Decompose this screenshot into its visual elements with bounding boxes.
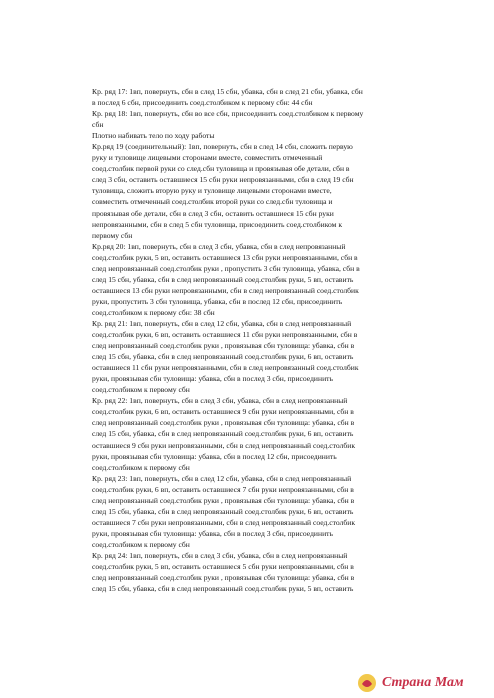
text-line: след 15 сбн, убавка, сбн в след непровязанный соед.столбик руки, 6 вп, оставить <box>92 429 354 439</box>
text-line: соед.столбик руки, 5 вп, оставить оставшиеся 5 сбн руки непровязанными, сбн в <box>92 562 354 572</box>
logo-mark-icon <box>356 672 378 694</box>
text-line: руки, пропустить 3 сбн туловища, убавка, сбн в послед 12 сбн, присоединить <box>92 296 343 306</box>
text-line: соед.столбиком к первому сбн <box>92 462 190 472</box>
text-line: совместить отмеченный соед.столбик второй руки со след.сбн туловища и <box>92 197 333 207</box>
text-line: след 15 сбн, убавка, сбн в след непровязанный соед.столбик руки, 5 вп, оставить <box>92 274 354 284</box>
text-line: оставшиеся 13 сбн руки непровязанными, сбн в след непровязанный соед.столбик <box>92 285 359 295</box>
text-line: соед.столбиком к первому сбн: 38 сбн <box>92 307 215 317</box>
text-line: руку и туловище лицевыми сторонами вместе, совместить отмеченный <box>92 153 323 163</box>
text-line: соед.столбик руки, 5 вп, оставить оставшиеся 13 сбн руки непровязанными, сбн в <box>92 252 358 262</box>
text-line: след 15 сбн, убавка, сбн в след непровязанный соед.столбик руки, 6 вп, оставить <box>92 352 354 362</box>
logo-text: Страна Мам <box>382 675 464 690</box>
text-line: оставшиеся 9 сбн руки непровязанными, сбн в след непровязанный соед.столбик <box>92 440 356 450</box>
text-line: след 3 сбн, оставить оставшиеся 15 сбн руки непровязанными, сбн в след 19 сбн <box>92 175 354 185</box>
text-line: след непровязанный соед.столбик руки , провязывая сбн туловища: убавка, сбн в <box>92 341 355 351</box>
text-line: провязывая обе детали, сбн в след 3 сбн, оставить оставшиеся 15 сбн руки <box>92 208 334 218</box>
text-line: соед.столбик руки, 6 вп, оставить оставшиеся 7 сбн руки непровязанными, сбн в <box>92 484 354 494</box>
text-line: Кр. ряд 21: 1вп, повернуть, сбн в след 12 сбн, убавка, сбн в след непровязанный <box>92 318 352 328</box>
site-logo <box>356 672 464 694</box>
document-text <box>92 86 404 594</box>
text-line: Плотно набивать тело по ходу работы <box>92 131 215 141</box>
text-line: след непровязанный соед.столбик руки , пропустить 3 сбн туловища, убавка, сбн в <box>92 263 360 273</box>
text-line: руки, провязывая сбн туловища: убавка, сбн в послед 3 сбн, присоединить <box>92 528 333 538</box>
text-line: след непровязанный соед.столбик руки , провязывая сбн туловища: убавка, сбн в <box>92 573 355 583</box>
text-line: оставшиеся 11 сбн руки непровязанными, сбн в след непровязанный соед.столбик <box>92 363 359 373</box>
text-line: непровязанными, сбн в след 5 сбн туловища, присоединить соед.столбиком к <box>92 219 343 229</box>
text-line: руки, провязывая сбн туловища: убавка, сбн в послед 3 сбн, присоединить <box>92 374 333 384</box>
text-line: соед.столбик руки, 6 вп, оставить оставшиеся 11 сбн руки непровязанными, сбн в <box>92 330 358 340</box>
text-line: первому сбн <box>92 230 133 240</box>
text-line: оставшиеся 7 сбн руки непровязанными, сбн в след непровязанный соед.столбик <box>92 517 356 527</box>
text-line: руки, провязывая сбн туловища: убавка, сбн в послед 12 сбн, присоединить <box>92 451 337 461</box>
text-line: соед.столбик руки, 6 вп, оставить оставшиеся 9 сбн руки непровязанными, сбн в <box>92 407 354 417</box>
text-line: соед.столбиком к первому сбн <box>92 385 190 395</box>
text-line: туловища, сложить вторую руку и туловище лицевыми сторонами вместе, <box>92 186 332 196</box>
text-line: след непровязанный соед.столбик руки , провязывая сбн туловища: убавка, сбн в <box>92 418 355 428</box>
text-line: след 15 сбн, убавка, сбн в след непровязанный соед.столбик руки, 6 вп, оставить <box>92 506 354 516</box>
text-line: соед.столбик первой руки со след.сбн туловища и провязывая обе детали, сбн в <box>92 164 350 174</box>
text-line: след непровязанный соед.столбик руки , провязывая сбн туловища: убавка, сбн в <box>92 495 355 505</box>
text-line: Кр. ряд 24: 1вп, повернуть, сбн в след 3 сбн, убавка, сбн в след непровязанный <box>92 550 348 560</box>
text-line: Кр. ряд 22: 1вп, повернуть, сбн в след 3 сбн, убавка, сбн в след непровязанный <box>92 396 348 406</box>
text-line: соед.столбиком к первому сбн <box>92 539 190 549</box>
text-line: сбн <box>92 120 104 130</box>
text-line: Кр. ряд 17: 1вп, повернуть, сбн в след 15 сбн, убавка, сбн в след 21 сбн, убавка, сбн <box>92 87 363 96</box>
text-line: след 15 сбн, убавка, сбн в след непровязанный соед.столбик руки, 5 вп, оставить <box>92 584 354 594</box>
text-line: Кр.ряд 19 (соединительный): 1вп, повернуть, сбн в след 14 сбн, сложить первую <box>92 142 353 152</box>
text-line: Кр. ряд 18: 1вп, повернуть, сбн во все сбн, присоединить соед.столбиком к первому <box>92 109 364 119</box>
text-line: Кр.ряд 20: 1вп, повернуть, сбн в след 3 сбн, убавка, сбн в след непровязанный <box>92 241 346 251</box>
text-line: в послед 6 сбн, присоединить соед.столбиком к первому сбн: 44 сбн <box>92 98 313 108</box>
text-line: Кр. ряд 23: 1вп, повернуть, сбн в след 12 сбн, убавка, сбн в след непровязанный <box>92 473 352 483</box>
